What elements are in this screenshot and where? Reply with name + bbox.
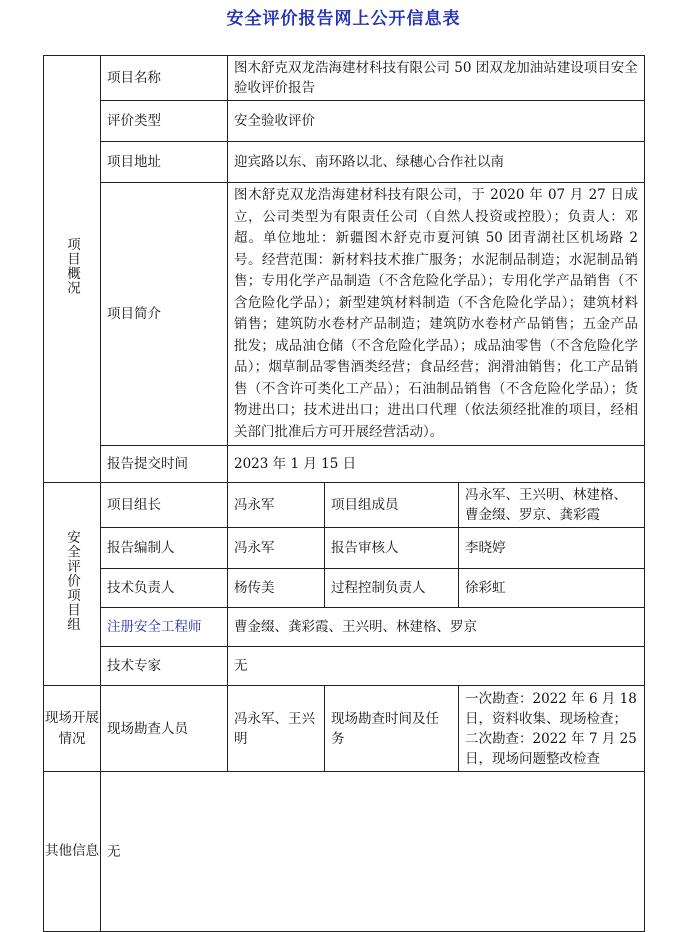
tech-lead-label: 技术负责人	[101, 569, 228, 608]
tech-expert-value: 无	[228, 647, 645, 686]
process-control-value: 徐彩虹	[459, 569, 645, 608]
section-team-label: 安全评价项目组	[64, 530, 80, 632]
row-tech-lead	[44, 569, 645, 608]
row-tech-expert	[44, 647, 645, 686]
page-title: 安全评价报告网上公开信息表	[226, 9, 461, 29]
site-visit-2: 二次勘查：2022 年 7 月 25 日，现场问题整改检查	[465, 730, 637, 767]
report-reviewer-value: 李晓婷	[459, 528, 645, 569]
row-submit-date	[44, 446, 645, 483]
other-info-value: 无	[101, 772, 645, 932]
site-staff-value: 冯永军、王兴明	[228, 686, 325, 772]
project-intro-label: 项目简介	[101, 183, 228, 446]
evaluation-type-label: 评价类型	[101, 101, 228, 142]
report-author-value: 冯永军	[228, 528, 325, 569]
project-address-value: 迎宾路以东、南环路以北、绿穗心合作社以南	[228, 142, 645, 183]
project-name-label: 项目名称	[101, 56, 228, 101]
tech-lead-value: 杨传美	[228, 569, 325, 608]
process-control-label: 过程控制负责人	[325, 569, 459, 608]
safety-engineers-value: 曹金缀、龚彩霞、王兴明、林建格、罗京	[228, 608, 645, 647]
row-site-work	[44, 686, 645, 772]
section-site: 现场开展情况	[44, 686, 101, 772]
row-team-leader	[44, 483, 645, 528]
row-project-address	[44, 142, 645, 183]
section-overview-label: 项目概况	[64, 237, 80, 295]
site-visit-1: 一次勘查：2022 年 6 月 18 日，资料收集、现场检查；	[465, 690, 637, 727]
team-members-label: 项目组成员	[325, 483, 459, 528]
project-address-label: 项目地址	[101, 142, 228, 183]
team-leader-value: 冯永军	[228, 483, 325, 528]
submit-date-label: 报告提交时间	[101, 446, 228, 483]
report-author-label: 报告编制人	[101, 528, 228, 569]
row-project-intro	[44, 183, 645, 446]
info-table	[43, 55, 645, 932]
report-reviewer-label: 报告审核人	[325, 528, 459, 569]
submit-date-value: 2023 年 1 月 15 日	[228, 446, 645, 483]
team-members-value: 冯永军、王兴明、林建格、曹金缀、罗京、龚彩霞	[459, 483, 645, 528]
row-project-name	[44, 56, 645, 101]
section-team	[44, 483, 101, 686]
row-other-info	[44, 772, 645, 932]
section-other: 其他信息	[44, 772, 101, 932]
row-evaluation-type	[44, 101, 645, 142]
safety-engineers-label: 注册安全工程师	[101, 608, 228, 647]
row-safety-engineers	[44, 608, 645, 647]
site-staff-label: 现场勘查人员	[101, 686, 228, 772]
tech-expert-label: 技术专家	[101, 647, 228, 686]
evaluation-type-value: 安全验收评价	[228, 101, 645, 142]
site-time-value	[459, 686, 645, 772]
site-time-label: 现场勘查时间及任务	[325, 686, 459, 772]
section-overview	[44, 56, 101, 483]
row-report-author	[44, 528, 645, 569]
project-name-value: 图木舒克双龙浩海建材科技有限公司 50 团双龙加油站建设项目安全验收评价报告	[228, 56, 645, 101]
project-intro-value: 图木舒克双龙浩海建材科技有限公司，于 2020 年 07 月 27 日成立，公司类型为有限责任公司（自然人投资或控股）；负责人：邓超。单位地址：新疆图木舒克市夏河镇 50 团青湖社区机场路 2 号。经营范围：新材料技术推广服务；水泥制品制造；水泥制品销售；专用化学产品制造（不含危险化学品）；专用化学产品销售（不含危险化学品）；新型建筑材料制造（不含危险化学品）；建筑材料销售；建筑防水卷材产品制造；建筑防水卷材产品销售；五金产品批发；成品油仓储（不含危险化学品）；成品油零售（不含危险化学品）；烟草制品零售酒类经营；食品经营；润滑油销售；化工产品销售（不含许可类化工产品）；石油制品销售（不含危险化学品）；货物进出口；技术进出口；进出口代理（依法须经批准的项目，经相关部门批准后方可开展经营活动）。	[228, 183, 645, 446]
team-leader-label: 项目组长	[101, 483, 228, 528]
